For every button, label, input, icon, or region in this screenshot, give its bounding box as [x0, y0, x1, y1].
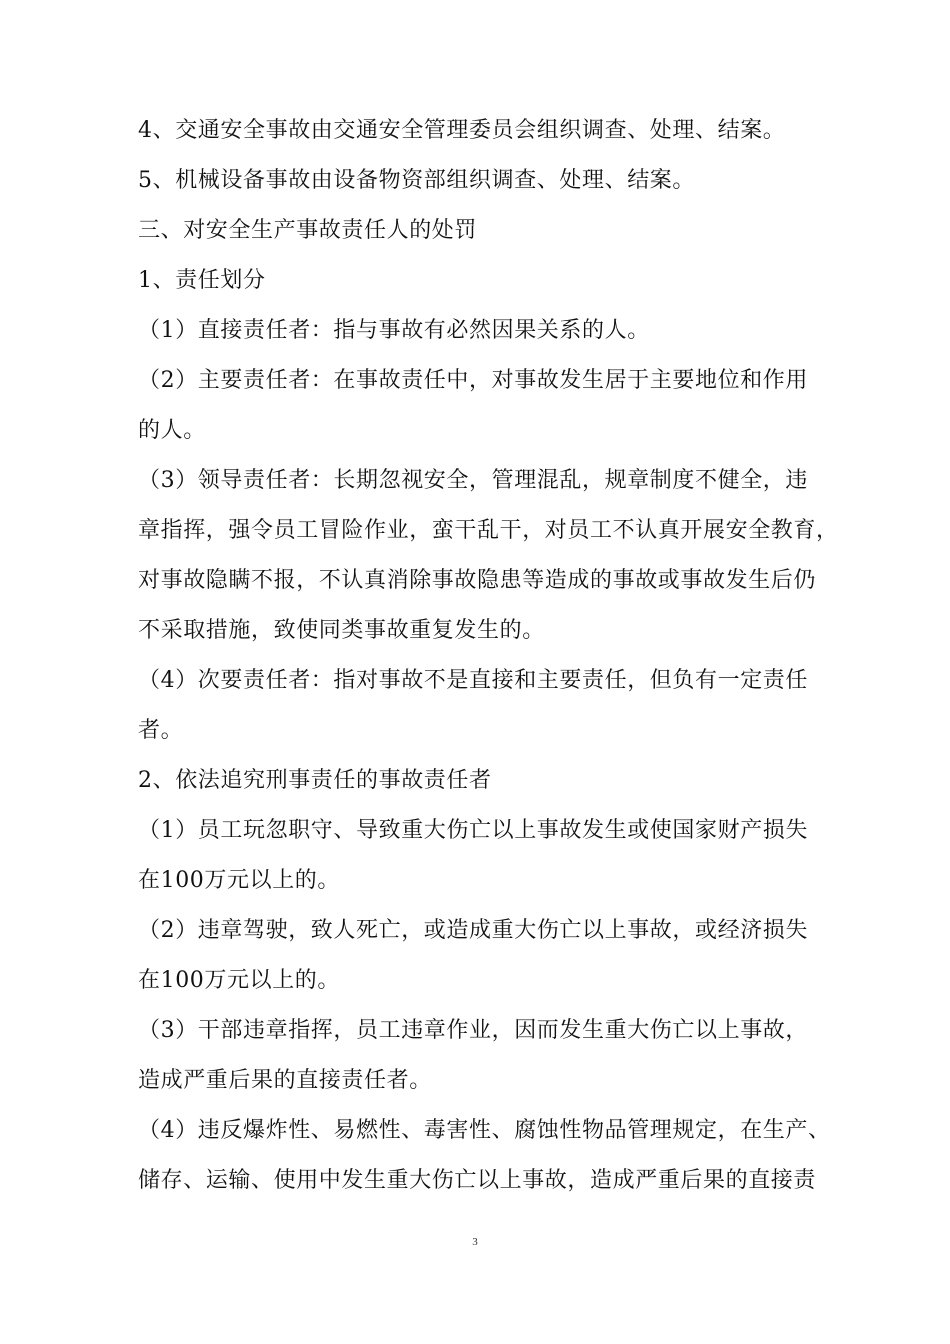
page-number: 3: [472, 1236, 478, 1248]
text-line: （3）领导责任者：长期忽视安全，管理混乱，规章制度不健全，违: [138, 468, 808, 493]
text-line: 5、机械设备事故由设备物资部组织调查、处理、结案。: [138, 168, 695, 193]
text-line: 的人。: [138, 418, 206, 443]
subsection-heading: 1、责任划分: [138, 268, 266, 293]
text-line: （1）员工玩忽职守、导致重大伤亡以上事故发生或使国家财产损失: [138, 818, 808, 843]
section-heading: 三、对安全生产事故责任人的处罚: [138, 218, 478, 243]
text-line: （4）次要责任者：指对事故不是直接和主要责任，但负有一定责任: [138, 668, 808, 693]
text-line: （2）违章驾驶，致人死亡，或造成重大伤亡以上事故，或经济损失: [138, 918, 808, 943]
subsection-heading: 2、依法追究刑事责任的事故责任者: [138, 768, 492, 793]
text-line: 不采取措施，致使同类事故重复发生的。: [138, 618, 545, 643]
text-line: （2）主要责任者：在事故责任中，对事故发生居于主要地位和作用: [138, 368, 808, 393]
text-line: 储存、运输、使用中发生重大伤亡以上事故，造成严重后果的直接责: [138, 1168, 817, 1193]
text-line: （4）违反爆炸性、易燃性、毒害性、腐蚀性物品管理规定，在生产、: [138, 1118, 831, 1143]
text-line: 造成严重后果的直接责任者。: [138, 1068, 432, 1093]
text-line: 对事故隐瞒不报，不认真消除事故隐患等造成的事故或事故发生后仍: [138, 568, 817, 593]
text-line: （3）干部违章指挥，员工违章作业，因而发生重大伤亡以上事故，: [138, 1018, 808, 1043]
text-line: 章指挥，强令员工冒险作业，蛮干乱干，对员工不认真开展安全教育，: [138, 518, 839, 543]
text-line: 在100万元以上的。: [138, 868, 340, 893]
text-line: 在100万元以上的。: [138, 968, 340, 993]
text-line: 4、交通安全事故由交通安全管理委员会组织调查、处理、结案。: [138, 118, 786, 143]
text-line: 者。: [138, 718, 184, 743]
text-line: （1）直接责任者：指与事故有必然因果关系的人。: [138, 318, 650, 343]
